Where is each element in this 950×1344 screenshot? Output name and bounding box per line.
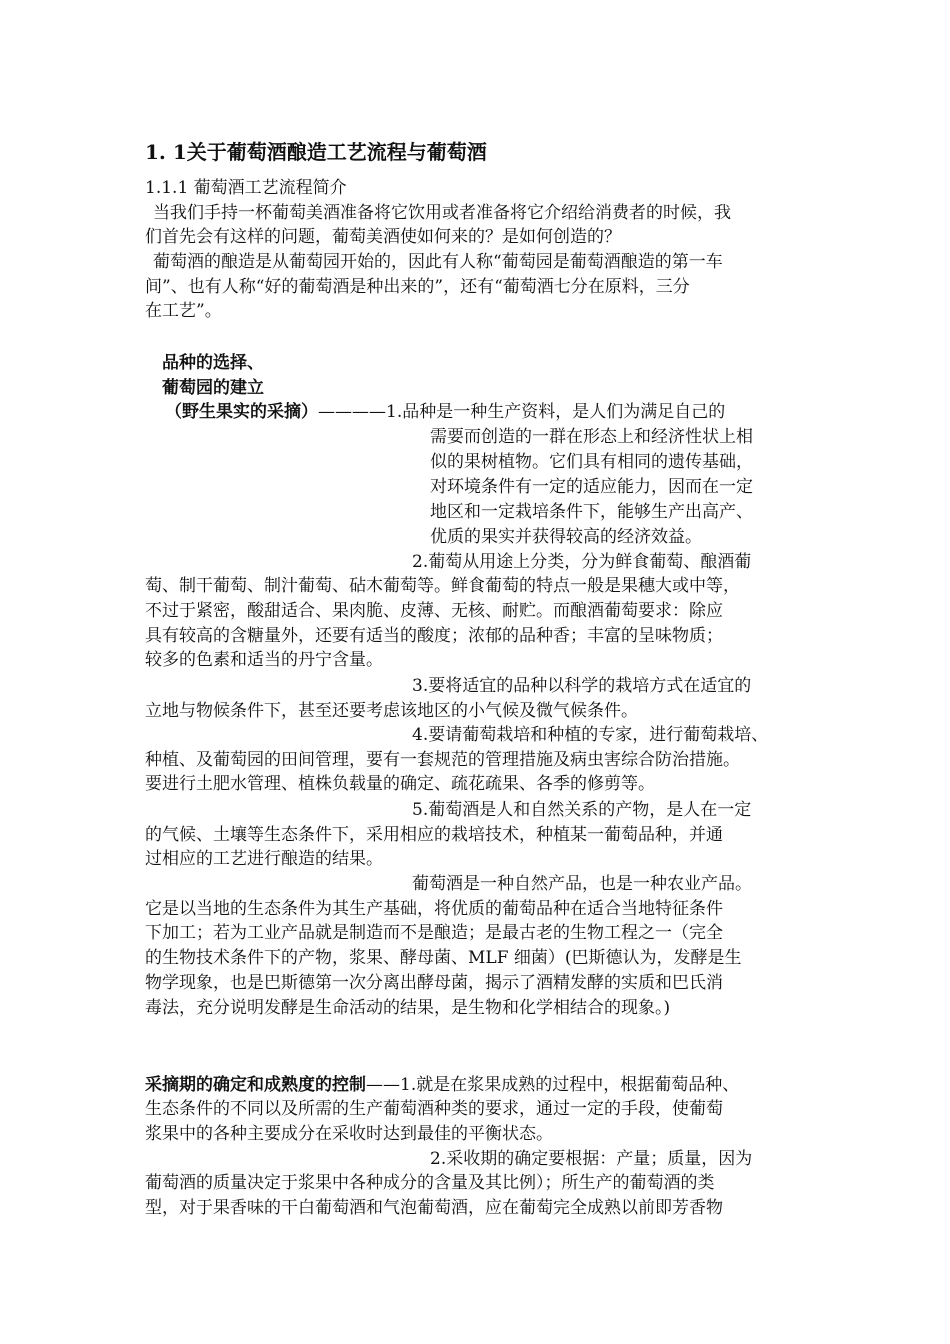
list-item-text: 种植、及葡萄园的田间管理，要有一套规范的管理措施及病虫害综合防治措施。: [145, 750, 740, 770]
list-item-text: 的气候、土壤等生态条件下，采用相应的栽培技术，种植某一葡萄品种，并通: [145, 825, 723, 845]
list-item-text: 需要而创造的一群在形态上和经济性状上相: [430, 427, 753, 447]
section2-title-row: [145, 1073, 739, 1097]
list-item-text: 不过于紧密，酸甜适合、果肉脆、皮薄、无核、耐贮。而酿酒葡萄要求：除应: [145, 601, 723, 621]
list-item-text: 立地与物候条件下，甚至还要考虑该地区的小气候及微气候条件。: [145, 701, 638, 721]
dash-connector: ————: [318, 402, 386, 422]
section1-title: 葡萄园的建立: [162, 378, 264, 398]
list-item-text: 浆果中的各种主要成分在采收时达到最佳的平衡状态。: [145, 1124, 553, 1144]
list-item-text: 生态条件的不同以及所需的生产葡萄酒种类的要求，通过一定的手段，使葡萄: [145, 1099, 723, 1119]
intro-line: 们首先会有这样的问题，葡萄美酒使如何来的？是如何创造的？: [145, 227, 621, 247]
section1-title: 品种的选择、: [162, 353, 264, 373]
list-item-text: 2.葡萄从用途上分类，分为鲜食葡萄、酿酒葡: [412, 552, 752, 572]
list-item-text: 4.要请葡萄栽培和种植的专家，进行葡萄栽培、: [412, 725, 769, 745]
list-item-text: 2.采收期的确定要根据：产量；质量，因为: [430, 1149, 753, 1169]
note-text: 下加工；若为工业产品就是制造而不是酿造；是最古老的生物工程之一（完全: [145, 923, 723, 943]
intro-line: 间”、也有人称“好的葡萄酒是种出来的”，还有“葡萄酒七分在原料，三分: [145, 277, 690, 297]
list-item-text: 过相应的工艺进行酿造的结果。: [145, 849, 383, 869]
note-text: 毒法，充分说明发酵是生命活动的结果，是生物和化学相结合的现象。): [145, 998, 671, 1018]
note-text: 它是以当地的生态条件为其生产基础，将优质的葡萄品种在适合当地特征条件: [145, 899, 723, 919]
list-item-text: 3.要将适宜的品种以科学的栽培方式在适宜的: [412, 676, 752, 696]
section-heading: 1. 1关于葡萄酒酿造工艺流程与葡萄酒: [145, 140, 487, 164]
intro-line: 葡萄酒的酿造是从葡萄园开始的，因此有人称“葡萄园是葡萄酒酿造的第一车: [153, 252, 723, 272]
dash-connector: ——: [366, 1075, 400, 1095]
list-item-text: 葡萄酒的质量决定于浆果中各种成分的含量及其比例）；所生产的葡萄酒的类: [145, 1173, 715, 1193]
list-item-text: 具有较高的含糖量外，还要有适当的酸度；浓郁的品种香；丰富的呈味物质；: [145, 626, 723, 646]
list-item-text: 地区和一定栽培条件下，能够生产出高产、: [430, 502, 753, 522]
note-text: 物学现象，也是巴斯德第一次分离出酵母菌，揭示了酒精发酵的实质和巴氏消: [145, 973, 723, 993]
subsection-heading: 1.1.1 葡萄酒工艺流程简介: [145, 178, 347, 198]
note-text: 的生物技术条件下的产物，浆果、酵母菌、MLF 细菌）(巴斯德认为，发酵是生: [145, 948, 742, 968]
note-text: 葡萄酒是一种自然产品，也是一种农业产品。: [412, 874, 752, 894]
section1-title-row: [165, 400, 725, 424]
list-item-text: 5.葡萄酒是人和自然关系的产物，是人在一定: [412, 800, 752, 820]
intro-line: 当我们手持一杯葡萄美酒准备将它饮用或者准备将它介绍给消费者的时候，我: [153, 203, 731, 223]
list-item-text: 萄、制干葡萄、制汁葡萄、砧木葡萄等。鲜食葡萄的特点一般是果穗大或中等，: [145, 576, 740, 596]
list-item-text: 1.品种是一种生产资料，是人们为满足自己的: [386, 402, 726, 422]
intro-line: 在工艺”。: [145, 301, 222, 321]
list-item-text: 对环境条件有一定的适应能力，因而在一定: [430, 477, 753, 497]
list-item-text: 1.就是在浆果成熟的过程中，根据葡萄品种、: [400, 1075, 740, 1095]
list-item-text: 型，对于果香味的干白葡萄酒和气泡葡萄酒，应在葡萄完全成熟以前即芳香物: [145, 1198, 723, 1218]
section2-title: 采摘期的确定和成熟度的控制: [145, 1075, 366, 1095]
section1-title: （野生果实的采摘）: [165, 402, 318, 422]
list-item-text: 似的果树植物。它们具有相同的遗传基础，: [430, 452, 753, 472]
list-item-text: 较多的色素和适当的丹宁含量。: [145, 650, 383, 670]
list-item-text: 要进行土肥水管理、植株负载量的确定、疏花疏果、各季的修剪等。: [145, 774, 655, 794]
list-item-text: 优质的果实并获得较高的经济效益。: [430, 527, 702, 547]
